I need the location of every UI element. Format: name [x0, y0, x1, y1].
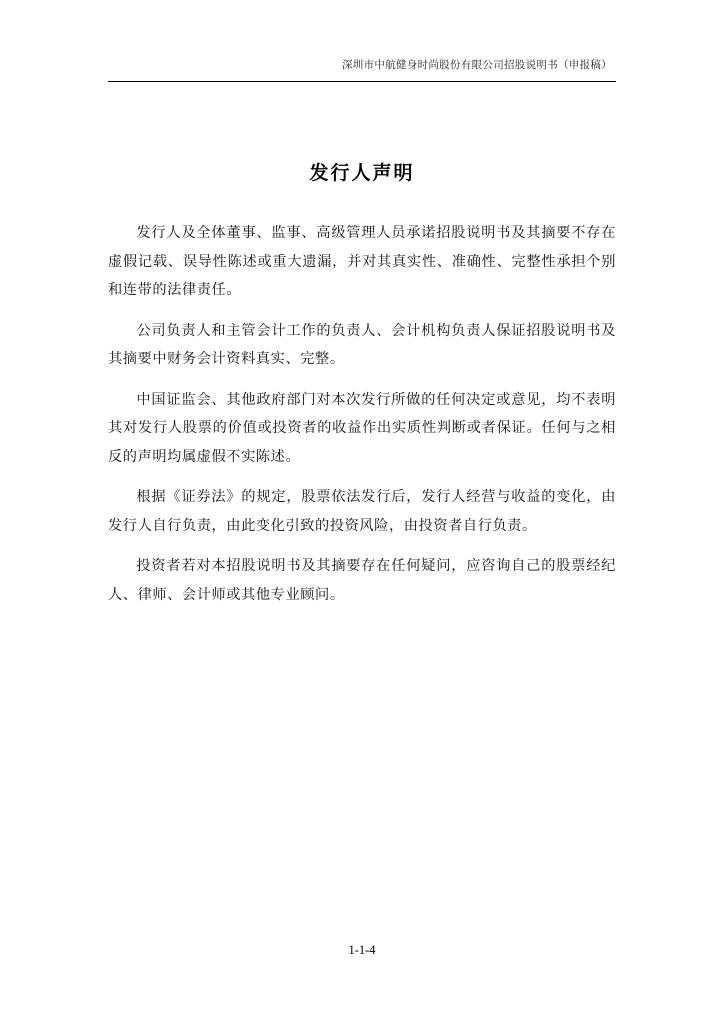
- statement-paragraph-4: 根据《证券法》的规定，股票依法发行后，发行人经营与收益的变化，由发行人自行负责，由此变化引致的投资风险，由投资者自行负责。: [108, 489, 616, 534]
- statement-paragraph-1: 发行人及全体董事、监事、高级管理人员承诺招股说明书及其摘要不存在虚假记载、误导性陈述或重大遗漏，并对其真实性、准确性、完整性承担个别和连带的法律责任。: [108, 225, 616, 298]
- page-number: 1-1-4: [348, 943, 376, 957]
- section-title: 发行人声明: [309, 162, 415, 184]
- statement-paragraph-2: 公司负责人和主管会计工作的负责人、会计机构负责人保证招股说明书及其摘要中财务会计资料真实、完整。: [108, 322, 616, 367]
- running-header: 深圳市中航健身时尚股份有限公司招股说明书（申报稿）: [342, 59, 612, 71]
- header-divider: [108, 81, 616, 82]
- statement-body: [108, 219, 616, 621]
- statement-paragraph-5: 投资者若对本招股说明书及其摘要存在任何疑问，应咨询自己的股票经纪人、律师、会计师或其他专业顾问。: [108, 558, 616, 603]
- statement-paragraph-3: 中国证监会、其他政府部门对本次发行所做的任何决定或意见，均不表明其对发行人股票的价值或投资者的收益作出实质性判断或者保证。任何与之相反的声明均属虚假不实陈述。: [108, 391, 616, 465]
